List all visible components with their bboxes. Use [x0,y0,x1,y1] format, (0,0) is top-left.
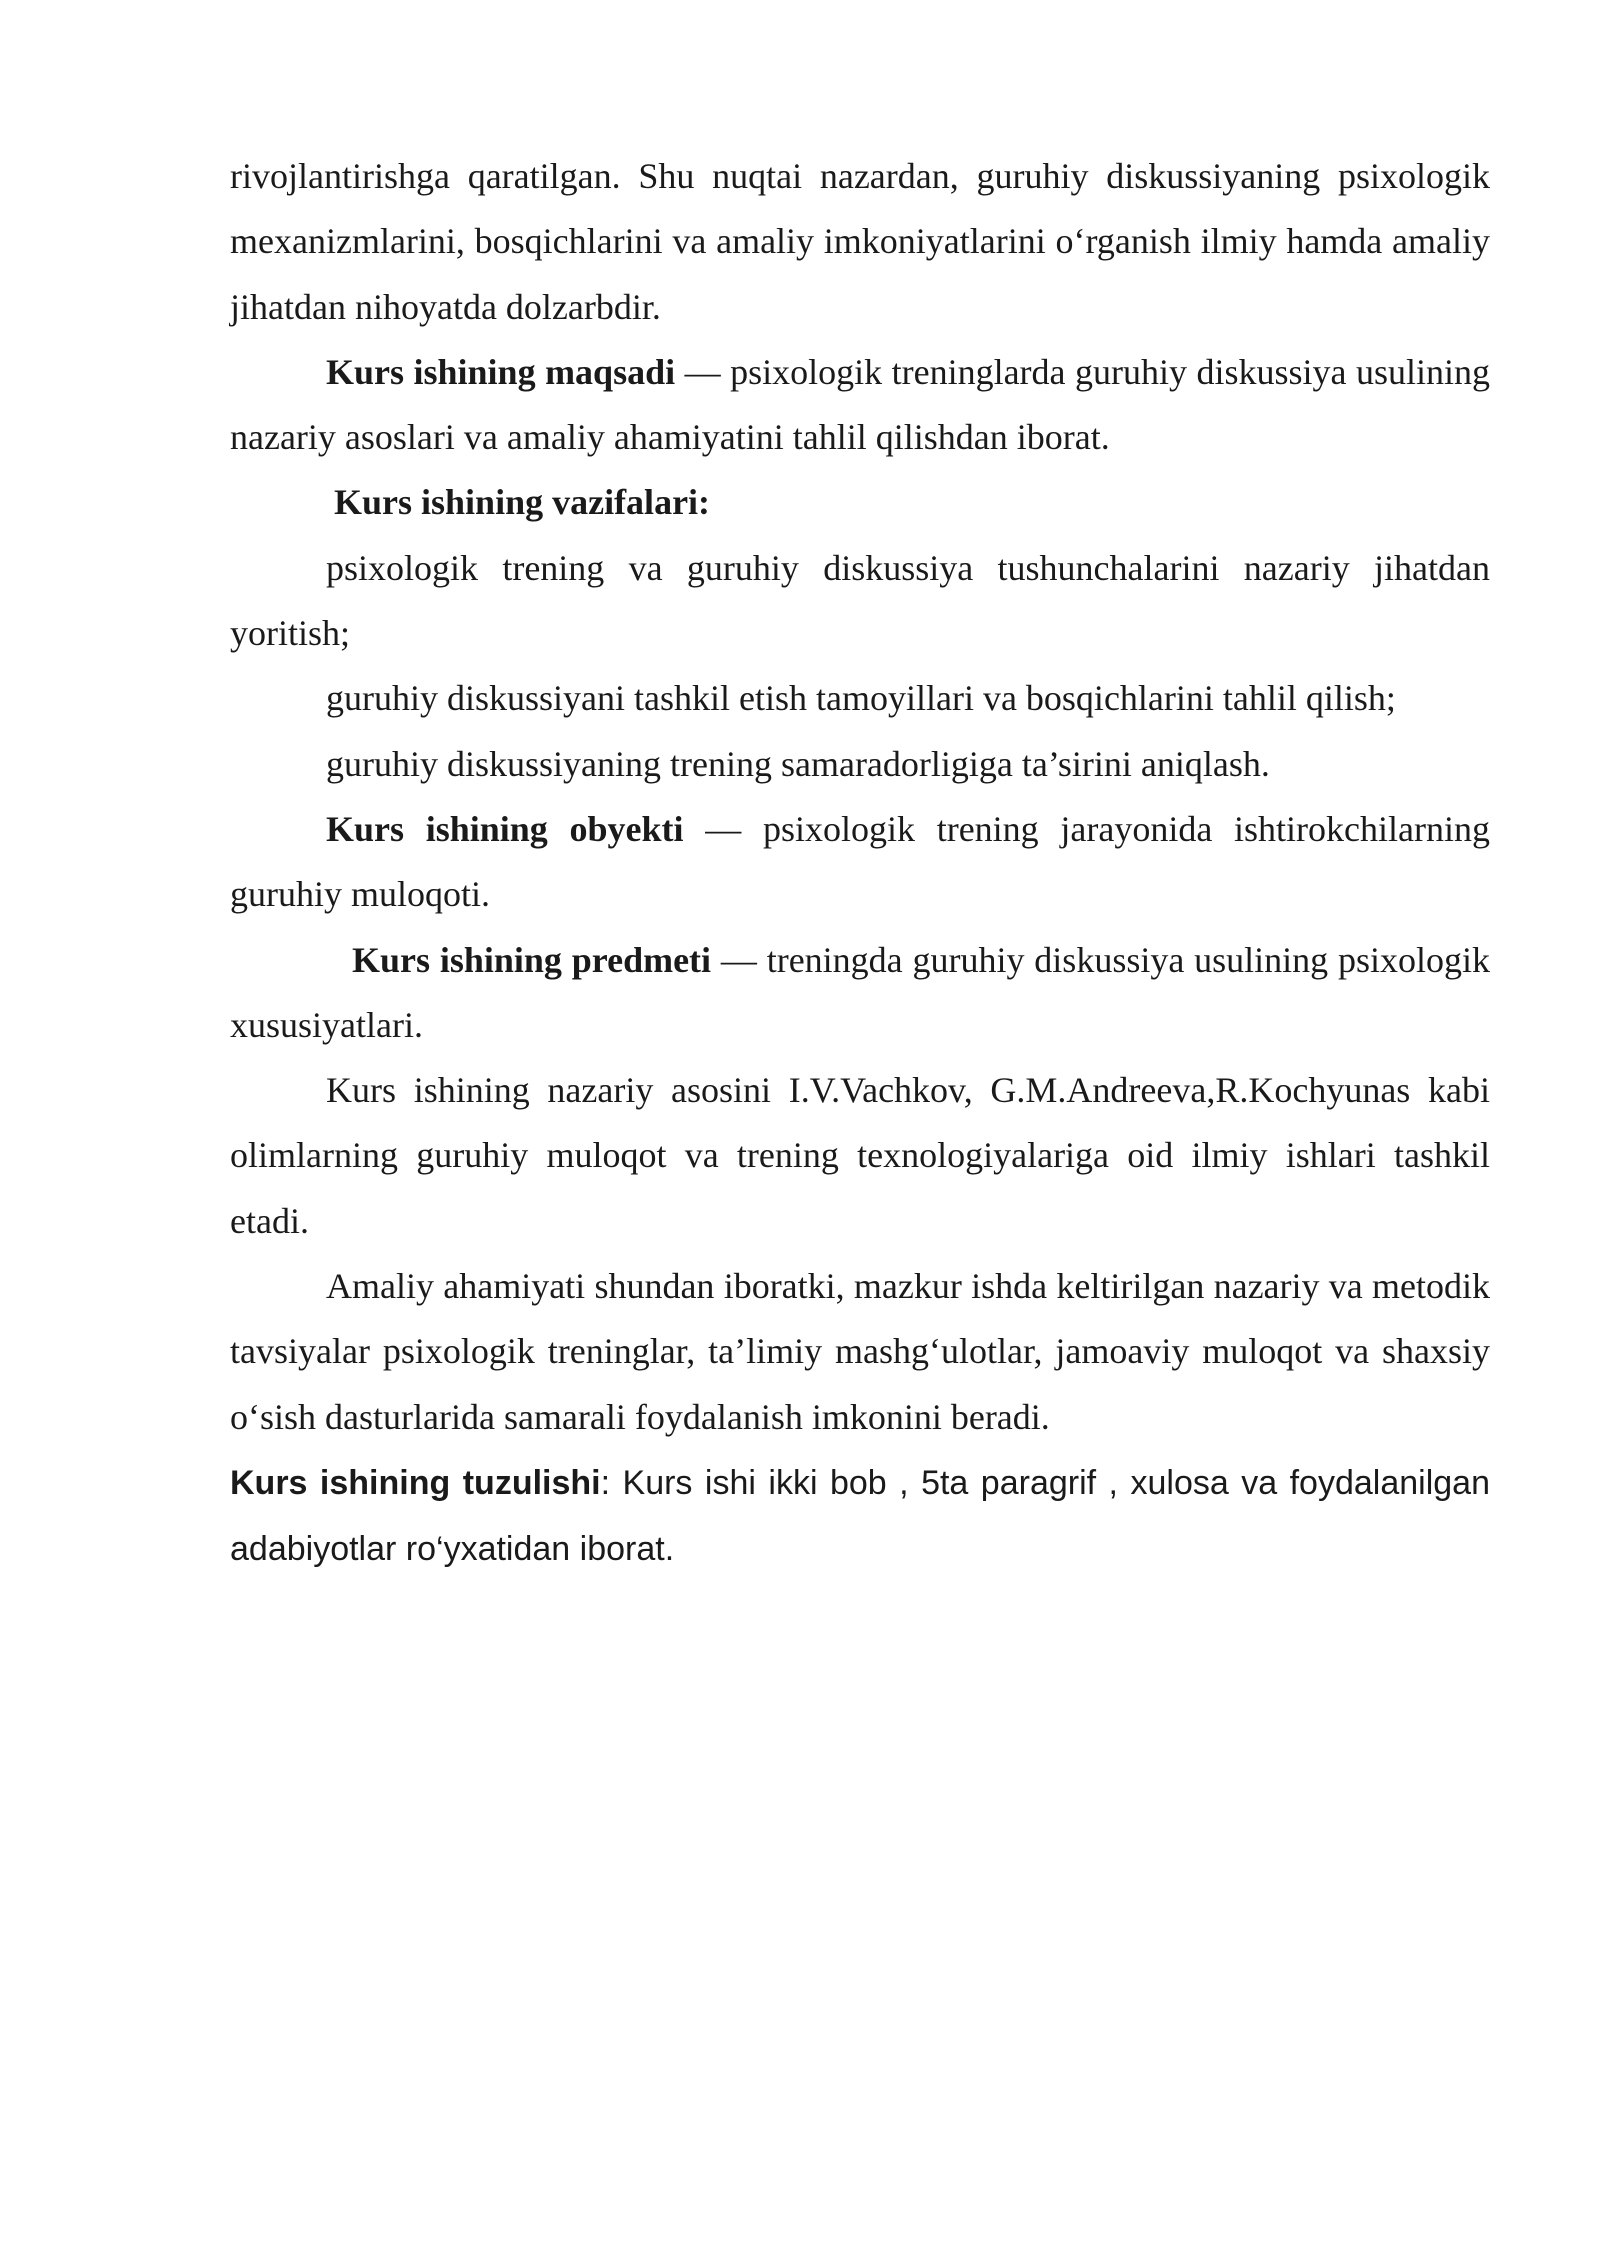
subject-label: Kurs ishining predmeti [352,939,712,980]
task-item-2: guruhiy diskussiyani tashkil etish tamoyillari va bosqichlarini tahlil qilish; [326,678,1396,719]
practical-paragraph: Amaliy ahamiyati shundan iboratki, mazkur ishda keltirilgan nazariy va metodik tavsiyalar psixologik treninglar, ta’limiy mashg‘ulotlar, jamoaviy muloqot va shaxsiy o‘sish dasturlarida samarali foydalanish imkonini beradi. [230,1266,1490,1437]
subject-text: — treningda guruhiy diskussiya usulining psixologik xususiyatlari. [230,939,1491,1045]
task-item-3: guruhiy diskussiyaning trening samaradorligiga ta’sirini aniqlash. [326,743,1270,784]
goal-paragraph [230,340,1490,471]
structure-label: Kurs ishining tuzulishi [230,1463,601,1502]
tasks-heading-text: Kurs ishining vazifalari: [334,482,711,523]
object-label: Kurs ishining obyekti [326,808,684,849]
intro-paragraph: rivojlantirishga qaratilgan. Shu nuqtai nazardan, guruhiy diskussiyaning psixologik mexanizmlarini, bosqichlarini va amaliy imkoniyatlarini o‘rganish ilmiy hamda amaliy jihatdan nihoyatda dolzarbdir. [230,156,1490,327]
goal-text: — psixologik treninglarda guruhiy diskussiya usulining nazariy asoslari va amaliy ahamiyatini tahlil qilishdan iborat. [230,351,1491,458]
object-text: — psixologik trening jarayonida ishtirokchilarning guruhiy muloqoti. [230,808,1490,915]
structure-paragraph [230,1450,1490,1583]
theory-paragraph: Kurs ishining nazariy asosini I.V.Vachkov, G.M.Andreeva,R.Kochyunas kabi olimlarning guruhiy muloqot va trening texnologiyalariga oid ilmiy ishlari tashkil etadi. [230,1070,1490,1241]
structure-text: : Kurs ishi ikki bob , 5ta paragrif , xulosa va foydalanilgan adabiyotlar ro‘yxatidan iborat. [230,1463,1490,1569]
document-body [230,144,1490,1583]
object-paragraph [230,797,1490,928]
goal-label: Kurs ishining maqsadi [326,351,676,392]
subject-paragraph [230,928,1490,1059]
task-item-1: psixologik trening va guruhiy diskussiya tushunchalarini nazariy jihatdan yoritish; [230,547,1490,654]
tasks-heading [230,470,1490,535]
